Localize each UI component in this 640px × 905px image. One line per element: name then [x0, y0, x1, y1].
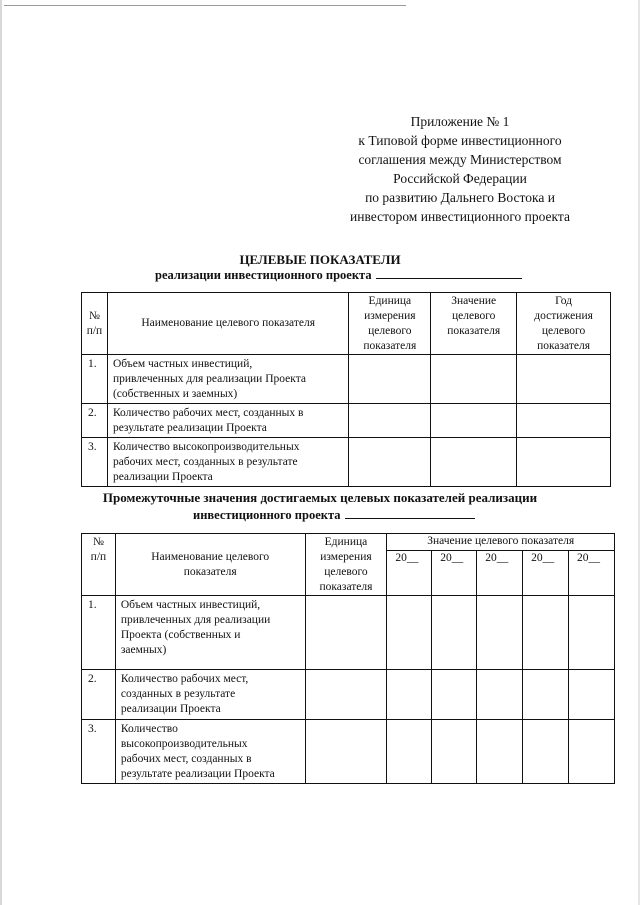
row-value-cell [432, 670, 477, 720]
row-value-cell [523, 596, 569, 670]
header-unit: Единица измерения целевого показателя [349, 293, 431, 355]
row-name: Объем частных инвестиций, привлеченных для реализации Проекта (собственных и заемных) [115, 596, 305, 670]
table-row [82, 720, 615, 784]
row-name: Количество высокопроизводительных рабочих мест, созданных в результате реализации Проекта [107, 438, 348, 487]
project-name-blank [345, 506, 475, 519]
row-name: Количество высокопроизводительных рабочих мест, созданных в результате реализации Проекта [115, 720, 305, 784]
row-num: 2. [82, 404, 108, 438]
row-value-cell [387, 670, 432, 720]
table-row [82, 670, 615, 720]
row-unit-cell [305, 596, 387, 670]
row-value-cell [477, 670, 523, 720]
row-value-cell [477, 596, 523, 670]
header-value-group: Значение целевого показателя [387, 534, 615, 551]
row-value-cell [432, 596, 477, 670]
appendix-line: Российской Федерации [393, 171, 527, 186]
table-row [82, 596, 615, 670]
scan-left-edge [0, 0, 2, 905]
header-value: Значение целевого показателя [431, 293, 517, 355]
header-year: 20__ [569, 550, 615, 595]
row-value-cell [477, 720, 523, 784]
header-year: 20__ [523, 550, 569, 595]
row-num: 1. [82, 596, 116, 670]
appendix-line: к Типовой форме инвестиционного [358, 133, 562, 148]
section1-subtitle [155, 266, 522, 283]
header-name: Наименование целевого показателя [107, 293, 348, 355]
row-unit-cell [349, 438, 431, 487]
appendix-line: Приложение № 1 [410, 114, 510, 129]
section1-title: ЦЕЛЕВЫЕ ПОКАЗАТЕЛИ [239, 252, 401, 267]
row-name: Количество рабочих мест, созданных в результате реализации Проекта [115, 670, 305, 720]
row-value-cell [432, 720, 477, 784]
table-row [82, 438, 611, 487]
row-value-cell [569, 670, 615, 720]
row-value-cell [431, 438, 517, 487]
row-unit-cell [349, 404, 431, 438]
row-value-cell [387, 596, 432, 670]
header-unit: Единица измерения целевого показателя [305, 534, 387, 596]
section2-title-text: инвестиционного проекта [193, 508, 341, 522]
row-unit-cell [305, 670, 387, 720]
row-num: 3. [82, 438, 108, 487]
row-value-cell [431, 404, 517, 438]
row-num: 2. [82, 670, 116, 720]
header-year: Год достижения целевого показателя [517, 293, 611, 355]
row-value-cell [523, 670, 569, 720]
row-name: Количество рабочих мест, созданных в результате реализации Проекта [107, 404, 348, 438]
row-value-cell [387, 720, 432, 784]
intermediate-values-table [81, 533, 615, 784]
appendix-line: по развитию Дальнего Востока и [365, 190, 555, 205]
appendix-line: соглашения между Министерством [358, 152, 562, 167]
header-name: Наименование целевого показателя [115, 534, 305, 596]
table-row [82, 404, 611, 438]
header-year: 20__ [432, 550, 477, 595]
scan-top-rule [4, 5, 406, 6]
appendix-line: инвестором инвестиционного проекта [350, 209, 570, 224]
row-unit-cell [305, 720, 387, 784]
row-year-cell [517, 404, 611, 438]
table-header-row [82, 534, 615, 551]
header-num: № п/п [82, 534, 116, 596]
appendix-header [330, 112, 590, 226]
table-header-row [82, 293, 611, 355]
row-value-cell [569, 720, 615, 784]
row-year-cell [517, 438, 611, 487]
section2-title-line2 [193, 506, 475, 523]
row-value-cell [431, 355, 517, 404]
section1-subtitle-text: реализации инвестиционного проекта [155, 268, 372, 282]
header-year: 20__ [387, 550, 432, 595]
section2-title-line1: Промежуточные значения достигаемых целевых показателей реализации [102, 490, 538, 505]
header-year: 20__ [477, 550, 523, 595]
row-value-cell [523, 720, 569, 784]
table-row [82, 355, 611, 404]
row-num: 1. [82, 355, 108, 404]
row-unit-cell [349, 355, 431, 404]
target-indicators-table [81, 292, 611, 487]
row-value-cell [569, 596, 615, 670]
header-num: № п/п [82, 293, 108, 355]
row-year-cell [517, 355, 611, 404]
row-name: Объем частных инвестиций, привлеченных для реализации Проекта (собственных и заемных) [107, 355, 348, 404]
project-name-blank [376, 266, 522, 279]
row-num: 3. [82, 720, 116, 784]
